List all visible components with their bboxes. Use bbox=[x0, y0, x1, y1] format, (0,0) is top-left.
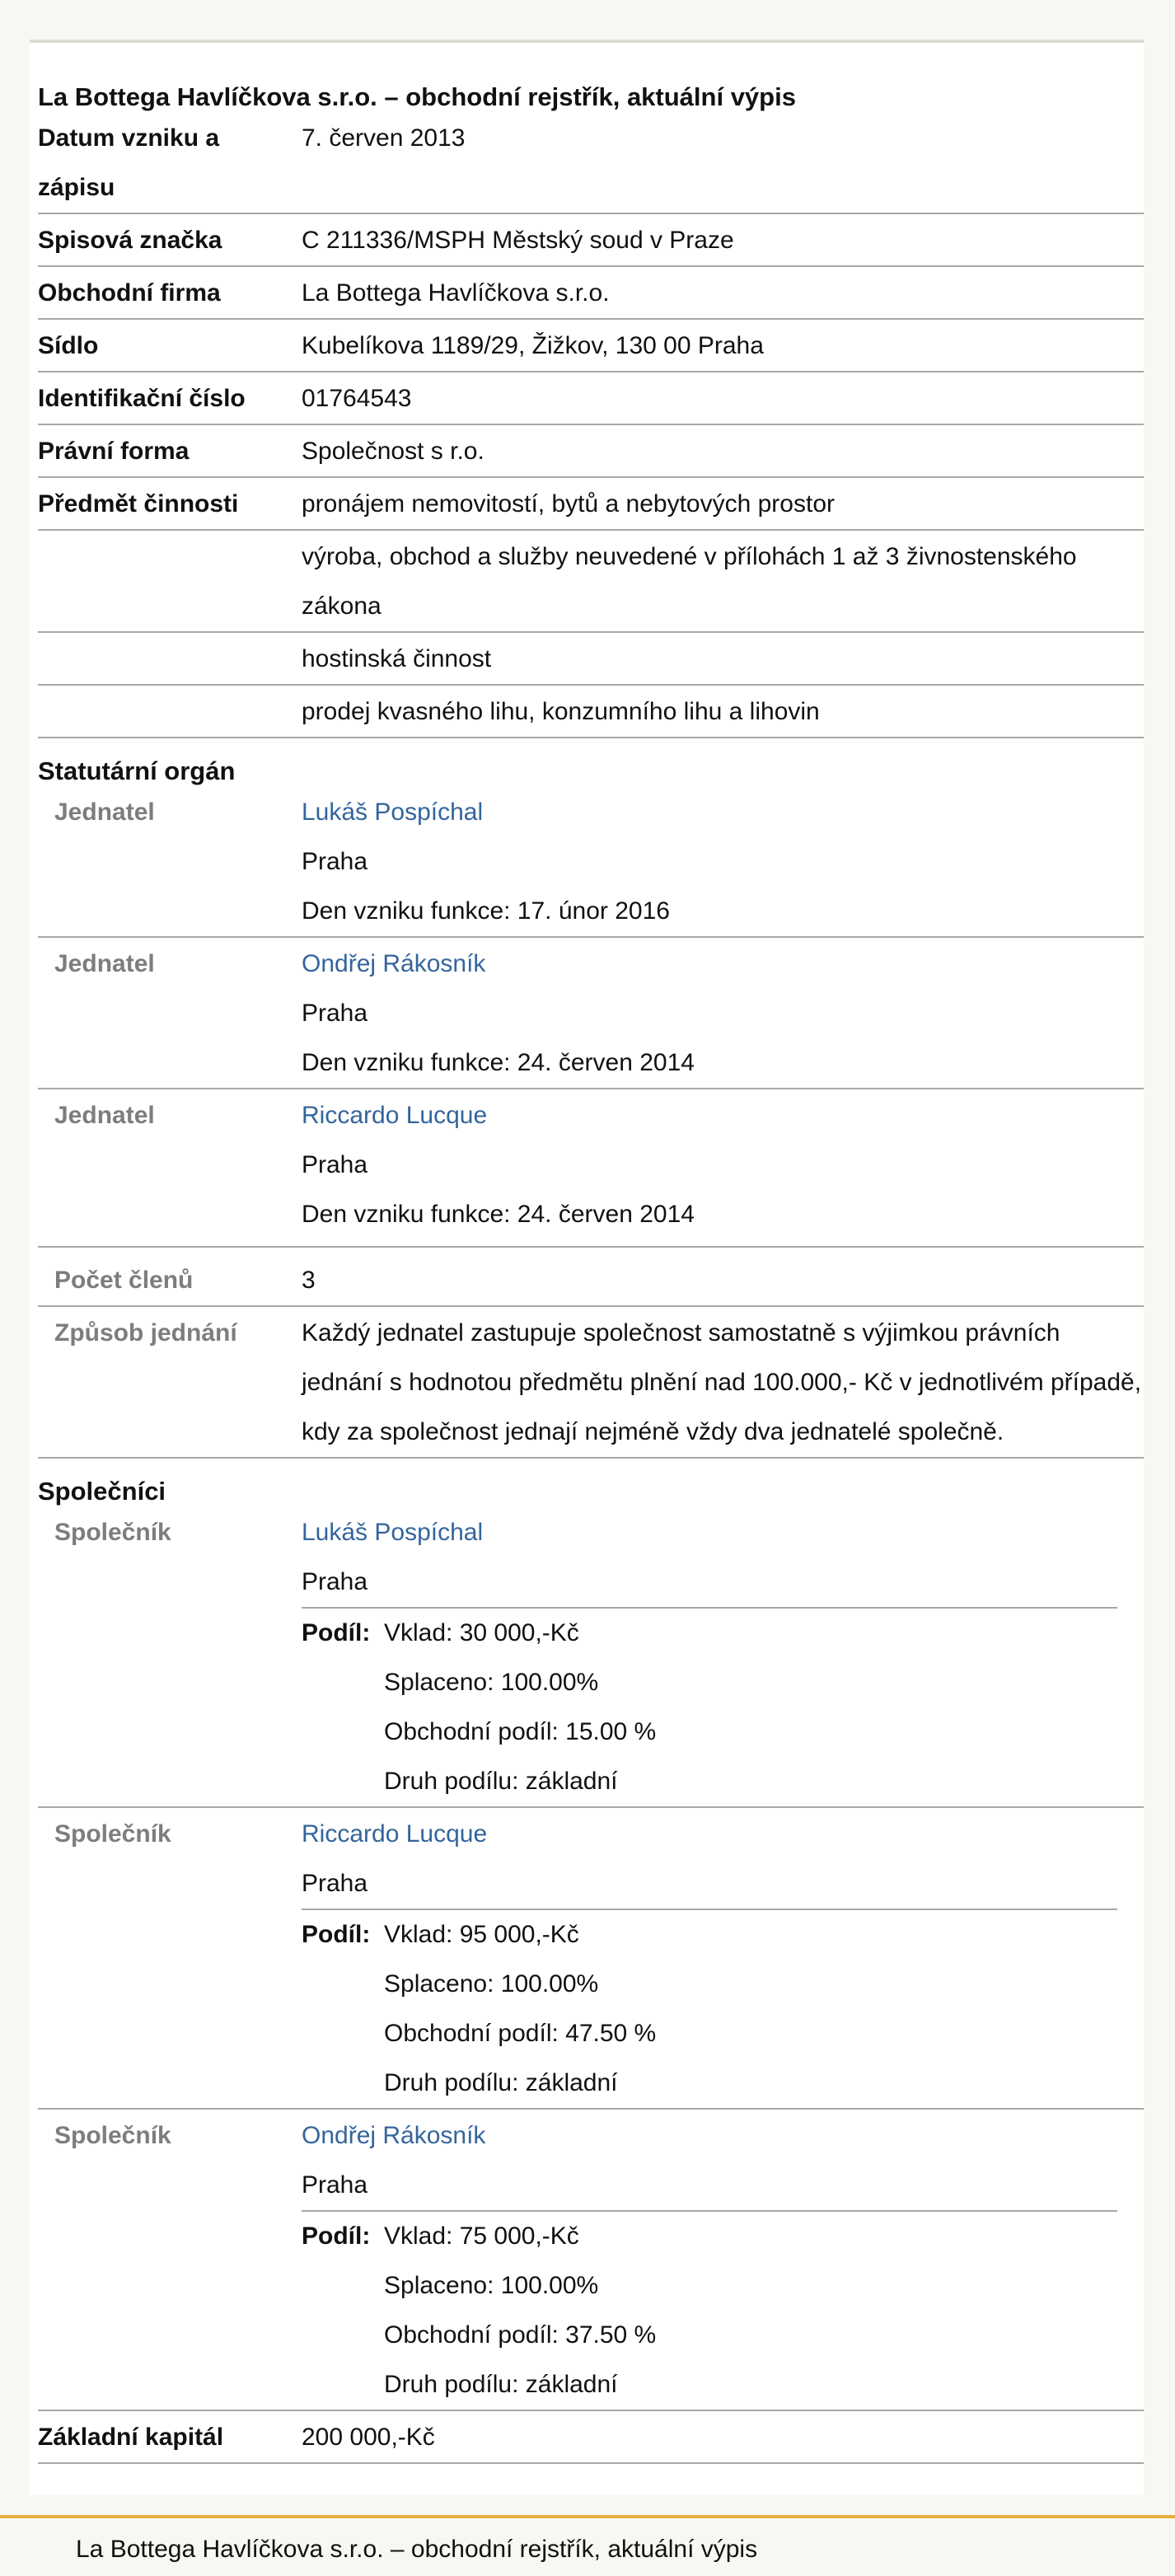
row-predmet-item bbox=[38, 686, 1144, 738]
role-label: Společník bbox=[54, 1820, 171, 1848]
function-since: Den vzniku funkce: 24. červen 2014 bbox=[302, 1049, 695, 1076]
share-obchodni-podil: Obchodní podíl: 15.00 % bbox=[384, 1718, 657, 1745]
role-label: Jednatel bbox=[54, 950, 155, 977]
row-label: Způsob jednání bbox=[54, 1319, 237, 1347]
share-vklad: Vklad: 30 000,-Kč bbox=[384, 1619, 579, 1646]
row-predmet-item bbox=[38, 633, 1144, 686]
row-value: Každý jednatel zastupuje společnost samostatně s výjimkou právních jednání s hodnotou předmětu plnění nad 100.000,- Kč v jednotlivém případě, kdy za společnost jednají nejméně vždy dva jednatelé společně. bbox=[302, 1319, 1142, 1445]
person-city: Praha bbox=[302, 1151, 368, 1178]
row-zakladni-kapital bbox=[38, 2411, 1144, 2464]
row-value: prodej kvasného lihu, konzumního lihu a lihovin bbox=[302, 698, 820, 725]
row-value: hostinská činnost bbox=[302, 645, 492, 672]
page-title: La Bottega Havlíčkova s.r.o. – obchodní rejstřík, aktuální výpis bbox=[38, 82, 796, 111]
row-predmet-cinnosti bbox=[38, 478, 1144, 531]
row-label: Předmět činnosti bbox=[38, 490, 239, 518]
person-link[interactable]: Ondřej Rákosník bbox=[302, 2122, 486, 2149]
share-label: Podíl: bbox=[302, 1921, 371, 1948]
row-label: Právní forma bbox=[38, 438, 190, 465]
footer-accent-line bbox=[0, 2515, 1175, 2518]
row-sidlo bbox=[38, 320, 1144, 372]
share-label: Podíl: bbox=[302, 1619, 371, 1646]
jednatel-row bbox=[38, 786, 1144, 938]
row-pocet-clenu bbox=[38, 1248, 1144, 1307]
jednatel-row bbox=[38, 938, 1144, 1089]
row-spisova-znacka bbox=[38, 214, 1144, 267]
share-label: Podíl: bbox=[302, 2222, 371, 2250]
share-block bbox=[302, 1909, 1117, 2108]
share-druh: Druh podílu: základní bbox=[384, 2069, 618, 2096]
person-city: Praha bbox=[302, 1000, 368, 1027]
row-predmet-item bbox=[38, 531, 1144, 633]
footer-title: La Bottega Havlíčkova s.r.o. – obchodní rejstřík, aktuální výpis bbox=[76, 2536, 758, 2563]
share-block bbox=[302, 1607, 1117, 1806]
row-value: Společnost s r.o. bbox=[302, 438, 485, 465]
person-link[interactable]: Ondřej Rákosník bbox=[302, 950, 486, 977]
function-since: Den vzniku funkce: 17. únor 2016 bbox=[302, 897, 670, 925]
row-label: Počet členů bbox=[54, 1267, 194, 1294]
register-extract-card bbox=[30, 43, 1144, 2495]
person-link[interactable]: Riccardo Lucque bbox=[302, 1102, 488, 1129]
person-city: Praha bbox=[302, 2171, 368, 2199]
share-obchodni-podil: Obchodní podíl: 47.50 % bbox=[384, 2020, 657, 2047]
role-label: Společník bbox=[54, 2122, 171, 2149]
row-label: Identifikační číslo bbox=[38, 385, 246, 412]
share-block bbox=[302, 2210, 1117, 2410]
person-link[interactable]: Lukáš Pospíchal bbox=[302, 799, 484, 826]
spolecnik-row bbox=[38, 1506, 1144, 1808]
row-value: výroba, obchod a služby neuvedené v přílohách 1 až 3 živnostenského zákona bbox=[302, 543, 1077, 620]
person-city: Praha bbox=[302, 1870, 368, 1897]
row-identifikacni-cislo bbox=[38, 372, 1144, 425]
spolecnik-row bbox=[38, 1808, 1144, 2110]
share-obchodni-podil: Obchodní podíl: 37.50 % bbox=[384, 2321, 657, 2349]
row-value: C 211336/MSPH Městský soud v Praze bbox=[302, 227, 734, 254]
row-zpusob-jednani bbox=[38, 1307, 1144, 1459]
share-splaceno: Splaceno: 100.00% bbox=[384, 2272, 599, 2299]
jednatel-row bbox=[38, 1089, 1144, 1248]
row-label: Spisová značka bbox=[38, 227, 222, 254]
share-druh: Druh podílu: základní bbox=[384, 2371, 618, 2398]
row-value: 7. červen 2013 bbox=[302, 124, 466, 152]
row-datum-vzniku bbox=[38, 112, 1144, 214]
row-pravni-forma bbox=[38, 425, 1144, 478]
share-splaceno: Splaceno: 100.00% bbox=[384, 1669, 599, 1696]
row-value: La Bottega Havlíčkova s.r.o. bbox=[302, 279, 610, 307]
row-label: Sídlo bbox=[38, 332, 99, 359]
person-link[interactable]: Lukáš Pospíchal bbox=[302, 1519, 484, 1546]
spolecnik-row bbox=[38, 2110, 1144, 2411]
section-heading-statutarni: Statutární orgán bbox=[38, 756, 236, 785]
share-vklad: Vklad: 75 000,-Kč bbox=[384, 2222, 579, 2250]
share-druh: Druh podílu: základní bbox=[384, 1768, 618, 1795]
share-splaceno: Splaceno: 100.00% bbox=[384, 1970, 599, 1998]
person-link[interactable]: Riccardo Lucque bbox=[302, 1820, 488, 1848]
section-heading-spolecnici: Společníci bbox=[38, 1477, 166, 1506]
row-value: 01764543 bbox=[302, 385, 412, 412]
row-label: Obchodní firma bbox=[38, 279, 221, 307]
role-label: Jednatel bbox=[54, 799, 155, 826]
row-obchodni-firma bbox=[38, 267, 1144, 320]
row-label: Základní kapitál bbox=[38, 2424, 224, 2451]
function-since: Den vzniku funkce: 24. červen 2014 bbox=[302, 1201, 695, 1228]
row-value: Kubelíkova 1189/29, Žižkov, 130 00 Praha bbox=[302, 332, 764, 359]
person-city: Praha bbox=[302, 848, 368, 875]
row-label: Datum vzniku a zápisu bbox=[38, 124, 220, 201]
row-value: pronájem nemovitostí, bytů a nebytových prostor bbox=[302, 490, 835, 518]
row-value: 3 bbox=[302, 1267, 316, 1294]
person-city: Praha bbox=[302, 1568, 368, 1595]
row-value: 200 000,-Kč bbox=[302, 2424, 435, 2451]
role-label: Jednatel bbox=[54, 1102, 155, 1129]
register-content bbox=[38, 43, 1144, 2464]
share-vklad: Vklad: 95 000,-Kč bbox=[384, 1921, 579, 1948]
role-label: Společník bbox=[54, 1519, 171, 1546]
